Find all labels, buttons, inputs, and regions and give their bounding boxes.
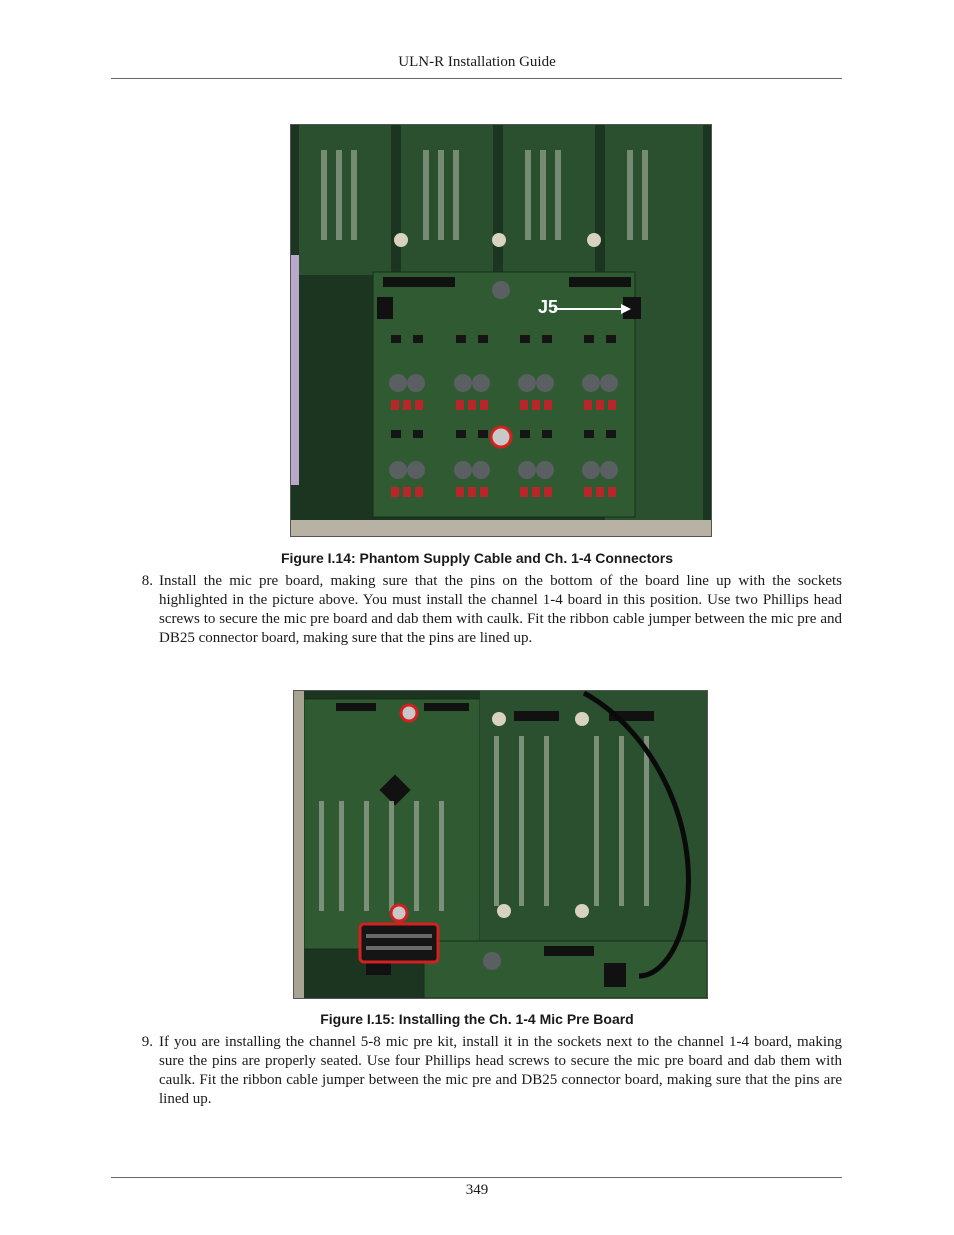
figure-caption-i15: Figure I.15: Installing the Ch. 1-4 Mic Pre Board <box>320 1011 634 1027</box>
running-header: ULN-R Installation Guide <box>398 54 556 70</box>
step-8 <box>111 572 842 648</box>
screw-highlight-circle <box>491 427 511 447</box>
screw-highlight-top <box>401 705 417 721</box>
step-9 <box>111 1033 842 1109</box>
pcb-photo-1 <box>291 125 711 536</box>
footer-rule <box>111 1177 842 1178</box>
step-number: 9. <box>141 1034 153 1050</box>
socket-highlight-rect <box>360 924 438 962</box>
step-number: 8. <box>141 573 153 589</box>
pcb-photo-2 <box>294 691 707 998</box>
figure-phantom-supply-photo <box>290 124 712 537</box>
header-rule <box>111 78 842 79</box>
page-number: 349 <box>465 1182 489 1198</box>
step-text: If you are installing the channel 5-8 mic pre kit, install it in the sockets next to the channel 1-4 board, making sure the pins are properly seated. Use four Phillips head screws to secure the mic pre board and dab them with caulk. Fit the ribbon cable jumper between the mic pre and DB25 connector board, making sure that the pins are lined up. <box>159 1034 842 1107</box>
step-text: Install the mic pre board, making sure that the pins on the bottom of the board line up with the sockets highlighted in the picture above. You must install the channel 1-4 board in this position. Use two Phillips head screws to secure the mic pre board and dab them with caulk. Fit the ribbon cable jumper between the mic pre and DB25 connector board, making sure that the pins are lined up. <box>159 573 842 646</box>
figure-mic-pre-photo <box>293 690 708 999</box>
j5-label: J5 <box>538 297 559 317</box>
figure-caption-i14: Figure I.14: Phantom Supply Cable and Ch. 1-4 Connectors <box>280 550 674 566</box>
screw-highlight-bottom <box>391 905 407 921</box>
